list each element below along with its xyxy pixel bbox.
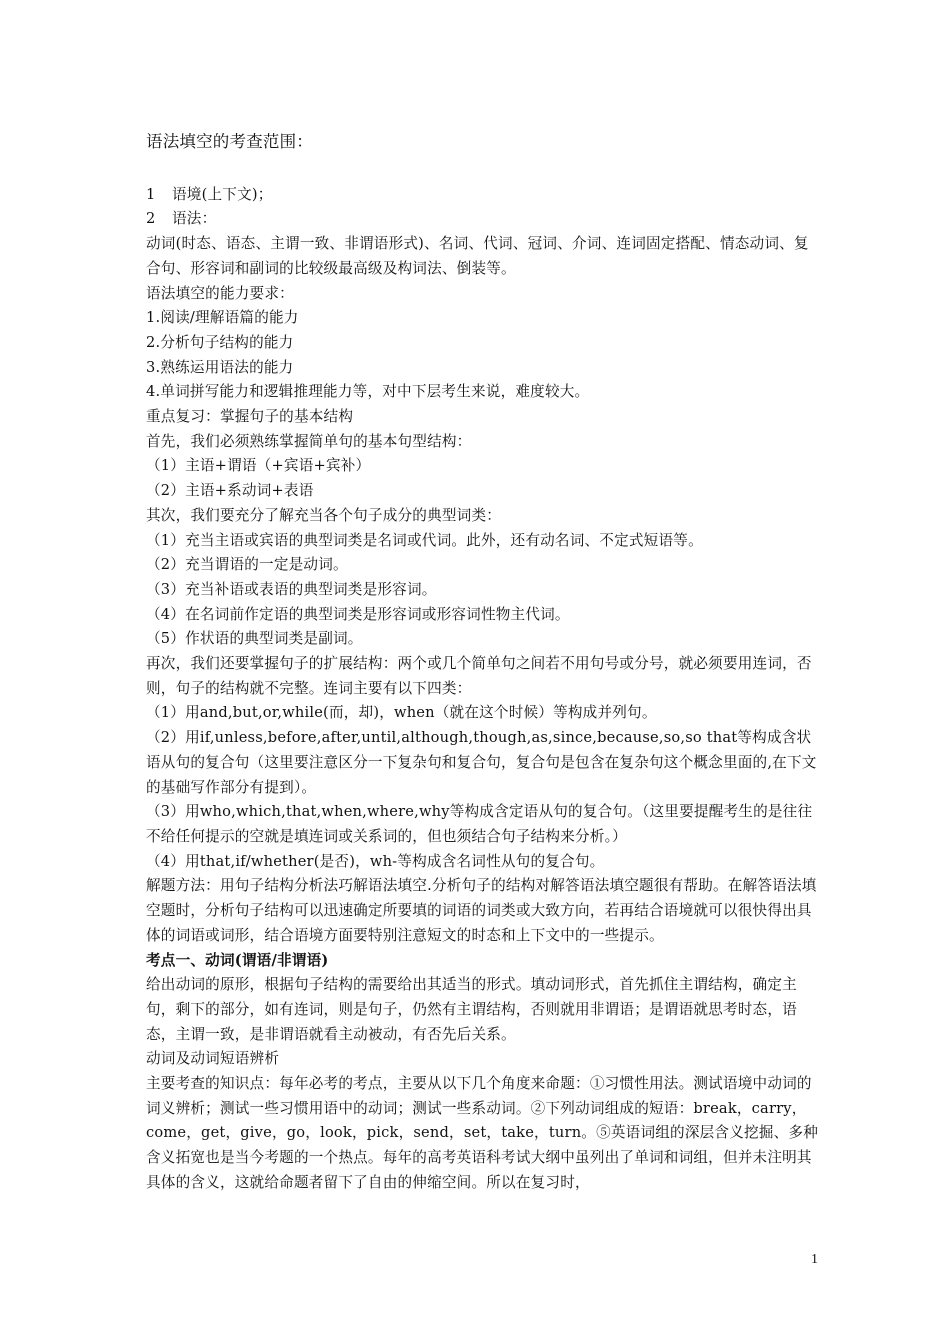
word-class-item: （5）作状语的典型词类是副词。 xyxy=(146,630,363,648)
point1-paragraph: 给出动词的原形，根据句子结构的需要给出其适当的形式。填动词形式，首先抓住主谓结构，确定主句，剩下的部分，如有连词，则是句子，仍然有主谓结构，否则就用非谓语；是谓语就思考时态，语态，主谓一致，是非谓语就看主动被动，有否先后关系。 xyxy=(146,976,797,1043)
second-paragraph: 其次，我们要充分了解充当各个句子成分的典型词类： xyxy=(146,506,502,524)
ability-item: 2.分析句子结构的能力 xyxy=(146,333,294,351)
page-number: 1 xyxy=(811,1252,818,1267)
method-paragraph: 解题方法：用句子结构分析法巧解语法填空.分析句子的结构对解答语法填空题很有帮助。在解答语法填空题时，分析句子结构可以迅速确定所要填的词语的词类或大致方向，若再结合语境就可以很快得出具体的词语或词形，结合语境方面要特别注意短文的时态和上下文中的一些提示。 xyxy=(146,877,817,944)
conjunction-item: （3）用who,which,that,when,where,why等构成含定语从句的复合句。（这里要提醒考生的是往往不给任何提示的空就是填连词或关系词的，但也须结合句子结构来分析。） xyxy=(146,803,813,845)
scope-number: 2 xyxy=(146,210,156,228)
point1-heading: 考点一、动词(谓语/非谓语) xyxy=(146,951,329,969)
scope-number: 1 xyxy=(146,185,156,203)
section-title: 语法填空的考查范围： xyxy=(146,132,313,151)
conjunction-item: （1）用and,but,or,while(而，却)，when（就在这个时候）等构成并列句。 xyxy=(146,704,657,722)
conjunction-item: （2）用if,unless,before,after,until,although,though,as,since,because,so,so that等构成含状语从句的复合句（这里要注意区分一下复杂句和复合句，复合句是包含在复杂句这个概念里面的,在下文的基础写作部分有提到）。 xyxy=(146,729,817,796)
scope-text: 语境(上下文)； xyxy=(172,185,273,203)
third-paragraph: 再次，我们还要掌握句子的扩展结构：两个或几个简单句之间若不用句号或分号，就必须要用连词，否则，句子的结构就不完整。连词主要有以下四类： xyxy=(146,655,812,697)
verb-phrase-paragraph: 主要考查的知识点：每年必考的考点，主要从以下几个角度来命题：①习惯性用法。测试语境中动词的词义辨析；测试一些习惯用语中的动词；测试一些系动词。②下列动词组成的短语：break，carry，come，get，give，go，look，pick，send，set，take，turn。⑤英语词组的深层含义挖掘、多种含义拓宽也是当今考题的一个热点。每年的高考英语科考试大纲中虽列出了单词和词组，但并未注明其具体的含义，这就给命题者留下了自由的伸缩空间。所以在复习时， xyxy=(146,1075,818,1191)
grammar-items: 动词(时态、语态、主谓一致、非谓语形式)、名词、代词、冠词、介词、连词固定搭配、情态动词、复合句、形容词和副词的比较级最高级及构词法、倒装等。 xyxy=(146,235,809,277)
ability-item: 3.熟练运用语法的能力 xyxy=(146,358,294,376)
word-class-item: （3）充当补语或表语的典型词类是形容词。 xyxy=(146,580,437,598)
first-paragraph: 首先，我们必须熟练掌握简单句的基本句型结构： xyxy=(146,432,472,450)
scope-item xyxy=(146,207,818,232)
word-class-item: （4）在名词前作定语的典型词类是形容词或形容词性物主代词。 xyxy=(146,605,570,623)
ability-item: 4.单词拼写能力和逻辑推理能力等，对中下层考生来说，难度较大。 xyxy=(146,383,590,401)
pattern-item: （2）主语+系动词+表语 xyxy=(146,482,314,500)
ability-item: 1.阅读/理解语篇的能力 xyxy=(146,309,299,327)
conjunction-item: （4）用that,if/whether(是否)，wh-等构成含名词性从句的复合句。 xyxy=(146,852,605,870)
ability-heading: 语法填空的能力要求： xyxy=(146,284,294,302)
word-class-item: （2）充当谓语的一定是动词。 xyxy=(146,556,348,574)
pattern-item: （1）主语+谓语（+宾语+宾补） xyxy=(146,457,371,475)
review-heading: 重点复习：掌握句子的基本结构 xyxy=(146,408,354,426)
scope-text: 语法： xyxy=(172,210,217,228)
verb-phrase-heading: 动词及动词短语辨析 xyxy=(146,1050,280,1068)
scope-item xyxy=(146,183,818,208)
word-class-item: （1）充当主语或宾语的典型词类是名词或代词。此外，还有动名词、不定式短语等。 xyxy=(146,531,703,549)
page-content xyxy=(146,130,818,1196)
